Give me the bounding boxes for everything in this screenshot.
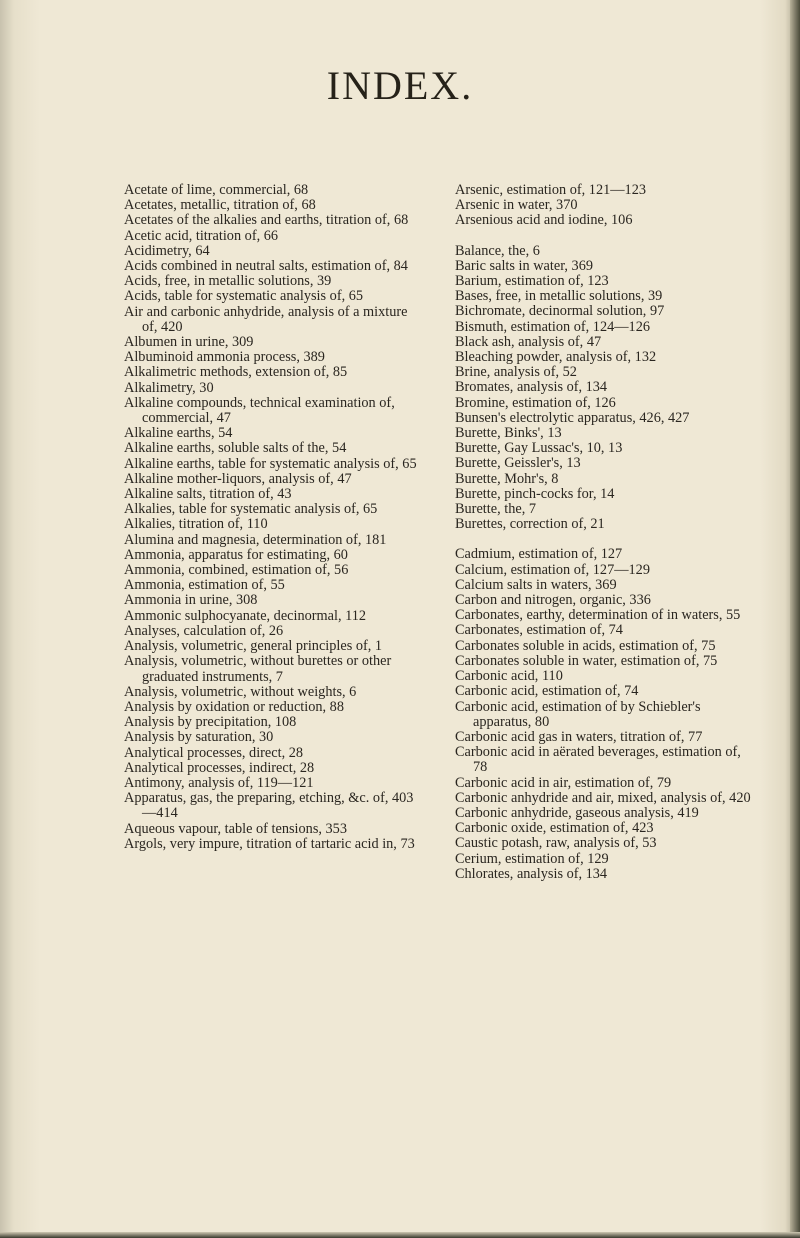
index-entry: Calcium, estimation of, 127—129 bbox=[455, 561, 650, 578]
index-column-left bbox=[124, 183, 419, 852]
section-gap bbox=[455, 532, 755, 547]
index-column-right bbox=[455, 183, 755, 882]
index-entry: Caustic potash, raw, analysis of, 53 bbox=[455, 835, 657, 852]
index-entry: Acids combined in neutral salts, estimation of, 84 bbox=[124, 258, 408, 275]
index-entry: Burette, Mohr's, 8 bbox=[455, 470, 559, 487]
index-entry: Analytical processes, indirect, 28 bbox=[124, 759, 315, 776]
index-entry: Alkaline compounds, technical examination of, commercial, 47 bbox=[124, 394, 395, 427]
index-entry: Carbonates soluble in acids, estimation of, 75 bbox=[455, 637, 716, 654]
index-entry: Arsenic in water, 370 bbox=[455, 197, 578, 214]
book-spine-shadow bbox=[790, 0, 800, 1238]
index-entry: Carbonic anhydride, gaseous analysis, 419 bbox=[455, 804, 699, 821]
index-entry: Cerium, estimation of, 129 bbox=[455, 850, 609, 867]
index-entry: Apparatus, gas, the preparing, etching, &c. of, 403—414 bbox=[124, 790, 414, 822]
index-entry: Balance, the, 6 bbox=[455, 242, 540, 259]
index-entry: Carbonic acid gas in waters, titration of, 77 bbox=[455, 728, 703, 745]
index-entry: Brine, analysis of, 52 bbox=[455, 364, 577, 381]
index-entry: Alumina and magnesia, determination of, 181 bbox=[124, 531, 387, 548]
index-entry: Analysis by oxidation or reduction, 88 bbox=[124, 698, 344, 715]
index-entry: Alkaline earths, soluble salts of the, 54 bbox=[124, 440, 347, 457]
index-entry: Bromine, estimation of, 126 bbox=[455, 394, 616, 411]
index-entry: Alkaline earths, 54 bbox=[124, 425, 233, 442]
index-entry: Analyses, calculation of, 26 bbox=[124, 622, 284, 639]
index-entry: Bichromate, decinormal solution, 97 bbox=[455, 303, 665, 320]
index-entry: Burette, pinch-cocks for, 14 bbox=[455, 485, 615, 502]
index-entry: Carbonic acid, 110 bbox=[455, 668, 563, 685]
index-entry: Carbonic anhydride and air, mixed, analysis of, 420 bbox=[455, 789, 751, 806]
index-entry: Analysis, volumetric, without burettes or other graduated instruments, 7 bbox=[124, 653, 392, 685]
index-entry: Analysis by precipitation, 108 bbox=[124, 714, 297, 731]
index-entry: Arsenious acid and iodine, 106 bbox=[455, 212, 633, 229]
index-entry: Bases, free, in metallic solutions, 39 bbox=[455, 288, 663, 305]
index-entry: Burette, Geissler's, 13 bbox=[455, 455, 581, 472]
index-entry: Bromates, analysis of, 134 bbox=[455, 379, 608, 396]
index-entry: Barium, estimation of, 123 bbox=[455, 273, 609, 290]
index-entry: Albuminoid ammonia process, 389 bbox=[124, 349, 325, 366]
index-entry: Bunsen's electrolytic apparatus, 426, 427 bbox=[455, 409, 690, 426]
index-entry: Ammonic sulphocyanate, decinormal, 112 bbox=[124, 607, 367, 624]
index-entry: Bismuth, estimation of, 124—126 bbox=[455, 318, 650, 335]
index-entry: Arsenic, estimation of, 121—123 bbox=[455, 182, 646, 198]
index-entry: Alkaline salts, titration of, 43 bbox=[124, 486, 292, 503]
page-bottom-edge bbox=[0, 1232, 800, 1238]
index-entry: Baric salts in water, 369 bbox=[455, 257, 593, 274]
index-entry: Carbonic acid, estimation of, 74 bbox=[455, 683, 639, 700]
index-entry: Bleaching powder, analysis of, 132 bbox=[455, 349, 657, 366]
index-entry: Carbonic acid, estimation of by Schiebler's apparatus, 80 bbox=[455, 698, 701, 730]
index-entry: Ammonia, apparatus for estimating, 60 bbox=[124, 546, 348, 563]
index-entry: Burettes, correction of, 21 bbox=[455, 516, 605, 533]
index-entry: Carbonic acid in air, estimation of, 79 bbox=[455, 774, 672, 791]
index-entry: Alkalies, titration of, 110 bbox=[124, 516, 268, 533]
index-entry: Alkalimetry, 30 bbox=[124, 379, 214, 396]
index-entry: Alkalies, table for systematic analysis of, 65 bbox=[124, 501, 378, 518]
index-entry: Burette, the, 7 bbox=[455, 501, 536, 518]
index-entry: Acetates, metallic, titration of, 68 bbox=[124, 197, 316, 214]
index-entry: Black ash, analysis of, 47 bbox=[455, 333, 602, 350]
index-entry: Analytical processes, direct, 28 bbox=[124, 744, 304, 761]
index-entry: Acetic acid, titration of, 66 bbox=[124, 227, 279, 244]
index-entry: Chlorates, analysis of, 134 bbox=[455, 865, 608, 882]
index-entry: Calcium salts in waters, 369 bbox=[455, 576, 617, 593]
page-title: INDEX. bbox=[326, 63, 474, 108]
index-entry: Analysis, volumetric, without weights, 6 bbox=[124, 683, 357, 700]
index-entry: Alkaline earths, table for systematic analysis of, 65 bbox=[124, 455, 417, 472]
index-entry: Burette, Gay Lussac's, 10, 13 bbox=[455, 440, 623, 457]
index-entry: Ammonia in urine, 308 bbox=[124, 592, 258, 609]
index-entry: Aqueous vapour, table of tensions, 353 bbox=[124, 820, 347, 837]
index-entry: Analysis by saturation, 30 bbox=[124, 729, 274, 746]
index-entry: Acetates of the alkalies and earths, titration of, 68 bbox=[124, 212, 409, 229]
index-entry: Carbonates, earthy, determination of in waters, 55 bbox=[455, 607, 741, 624]
index-entry: Alkaline mother-liquors, analysis of, 47 bbox=[124, 470, 352, 487]
index-entry: Burette, Binks', 13 bbox=[455, 425, 562, 442]
index-entry: Carbonic acid in aërated beverages, estimation of, 78 bbox=[455, 744, 741, 776]
index-entry: Antimony, analysis of, 119—121 bbox=[124, 774, 314, 791]
index-entry: Alkalimetric methods, extension of, 85 bbox=[124, 364, 348, 381]
index-entry: Cadmium, estimation of, 127 bbox=[455, 546, 623, 563]
index-entry: Acids, free, in metallic solutions, 39 bbox=[124, 273, 332, 290]
index-entry: Analysis, volumetric, general principles of, 1 bbox=[124, 638, 383, 655]
index-entry: Acetate of lime, commercial, 68 bbox=[124, 182, 309, 198]
index-entry: Acidimetry, 64 bbox=[124, 242, 210, 259]
index-entry: Air and carbonic anhydride, analysis of a mixture of, 420 bbox=[124, 303, 408, 335]
index-entry: Carbonic oxide, estimation of, 423 bbox=[455, 820, 654, 837]
section-gap bbox=[455, 229, 755, 244]
index-entry: Carbon and nitrogen, organic, 336 bbox=[455, 592, 651, 609]
index-entry: Carbonates soluble in water, estimation of, 75 bbox=[455, 652, 718, 669]
index-entry: Albumen in urine, 309 bbox=[124, 334, 254, 351]
index-entry: Carbonates, estimation of, 74 bbox=[455, 622, 623, 639]
index-entry: Acids, table for systematic analysis of, 65 bbox=[124, 288, 364, 305]
index-entry: Argols, very impure, titration of tartaric acid in, 73 bbox=[124, 835, 415, 852]
index-entry: Ammonia, combined, estimation of, 56 bbox=[124, 562, 349, 579]
index-entry: Ammonia, estimation of, 55 bbox=[124, 577, 285, 594]
